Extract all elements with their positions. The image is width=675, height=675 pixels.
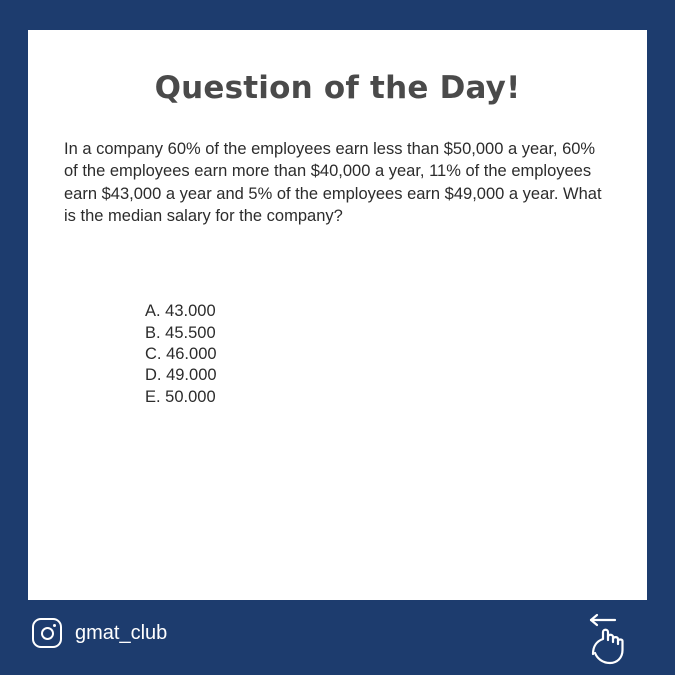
account-handle: gmat_club bbox=[75, 621, 168, 644]
list-item[interactable]: B. 45.500 bbox=[145, 323, 216, 342]
list-item[interactable]: A. 43.000 bbox=[145, 302, 216, 321]
list-item[interactable]: C. 46.000 bbox=[145, 344, 217, 363]
question-card bbox=[28, 30, 647, 600]
footer-bar bbox=[0, 600, 675, 675]
list-item[interactable]: E. 50.000 bbox=[145, 387, 216, 406]
brand-block[interactable] bbox=[32, 618, 167, 648]
answer-choices-list bbox=[28, 227, 647, 408]
list-item[interactable]: D. 49.000 bbox=[145, 366, 217, 385]
instagram-icon bbox=[32, 618, 62, 648]
question-text: In a company 60% of the employees earn less than $50,000 a year, 60% of the employees earn more than $40,000 a year, 11% of the employees earn $43,000 a year and 5% of the employees earn $49,000 a year. What is the median salary for the company? bbox=[64, 140, 602, 225]
swipe-left-hand-icon bbox=[579, 610, 635, 668]
page-title: Question of the Day! bbox=[154, 70, 521, 106]
